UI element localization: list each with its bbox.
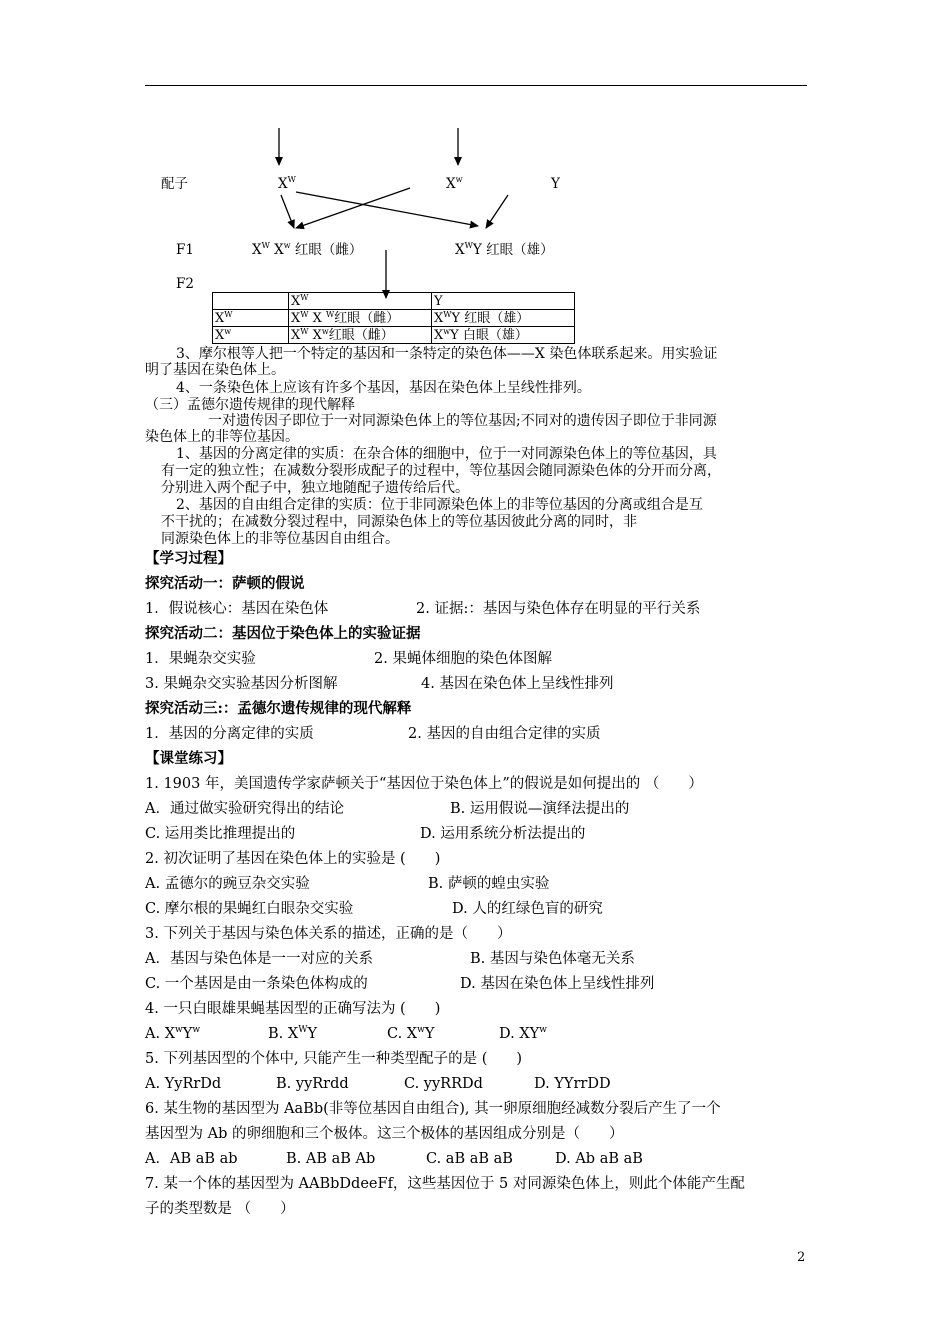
table-cell: $X^wY$ 白眼（雄） <box>432 327 575 344</box>
f1-male: $X^WY$ 红眼（雄） <box>455 241 554 258</box>
activity-1-item-2: 2. 证据:：基因与染色体存在明显的平行关系 <box>416 601 701 617</box>
gamete-xw: $X^W$ <box>278 175 296 192</box>
arrow-xw-to-f1-female <box>281 195 294 228</box>
question-2: 2. 初次证明了基因在染色体上的实验是 ( ) <box>145 851 441 867</box>
arrow-xr-to-f1-female <box>296 188 410 228</box>
option-3b: B. 基因与染色体毫无关系 <box>470 951 635 967</box>
learning-process-heading: 【学习过程】 <box>145 550 232 567</box>
question-3-options-row2 <box>145 975 655 993</box>
activity-3-item-1: 1．基因的分离定律的实质 <box>145 726 314 742</box>
option-3c: C. 一个基因是由一条染色体构成的 <box>145 976 368 992</box>
section-modern-explanation: （三）孟德尔遗传规律的现代解释 <box>145 397 355 413</box>
question-5: 5. 下列基因型的个体中, 只能产生一种类型配子的是 ( ) <box>145 1051 523 1067</box>
gamete-y: Y <box>551 176 560 192</box>
f1-label: F1 <box>176 242 194 258</box>
option-5b: B. yyRrdd <box>276 1076 349 1092</box>
table-row <box>213 310 575 327</box>
note-s3-p2-line1: 2、基因的自由组合定律的实质：位于非同源染色体上的非等位基因的分离或组合是互 <box>176 497 703 513</box>
activity-1-title: 探究活动一：萨顿的假说 <box>145 575 305 592</box>
activity-2-item-1: 1．果蝇杂交实验 <box>145 651 256 667</box>
question-6-options <box>145 1150 643 1168</box>
activity-2-item-4: 4. 基因在染色体上呈线性排列 <box>421 676 614 692</box>
note-s3-p2-line3: 同源染色体上的非等位基因自由组合。 <box>161 531 399 547</box>
question-6-line2: 基因型为 Ab 的卵细胞和三个极体。这三个极体的基因组成分别是（ ） <box>145 1126 624 1142</box>
option-5a: A. YyRrDd <box>145 1076 222 1092</box>
activity-2-items-row2 <box>145 675 614 693</box>
activity-3-item-2: 2. 基因的自由组合定律的实质 <box>408 726 601 742</box>
note-s3-intro-line1: 一对遗传因子即位于一对同源染色体上的等位基因;不同对的遗传因子即位于非同源 <box>208 413 717 429</box>
option-6c: C. aB aB aB <box>426 1151 513 1167</box>
activity-2-item-3: 3. 果蝇杂交实验基因分析图解 <box>145 676 338 692</box>
activity-2-items-row1 <box>145 650 552 668</box>
question-7-line2: 子的类型数是 （ ） <box>145 1201 295 1217</box>
option-2a: A. 孟德尔的豌豆杂交实验 <box>145 876 310 892</box>
practice-heading: 【课堂练习】 <box>145 750 232 767</box>
question-4-options <box>145 1025 547 1043</box>
table-cell: $X^W$ <box>213 310 289 327</box>
option-3d: D. 基因在染色体上呈线性排列 <box>460 976 655 992</box>
note-s3-intro-line2: 染色体上的非等位基因。 <box>145 429 299 445</box>
option-4b: B. $X^WY$ <box>268 1025 318 1042</box>
table-cell: $X^W$ <box>289 293 432 310</box>
table-cell <box>213 293 289 310</box>
table-row <box>213 327 575 344</box>
option-4a: A. $X^wY^w$ <box>145 1025 201 1042</box>
page-number: 2 <box>797 1250 806 1265</box>
question-5-options <box>145 1075 611 1093</box>
activity-3-items <box>145 725 601 743</box>
activity-2-item-2: 2. 果蝇体细胞的染色体图解 <box>374 651 552 667</box>
option-6a: A．AB aB ab <box>145 1151 238 1167</box>
note-s3-p1-line2: 有一定的独立性；在减数分裂形成配子的过程中，等位基因会随同源染色体的分开而分离， <box>161 463 721 479</box>
question-3: 3. 下列关于基因与染色体关系的描述，正确的是（ ） <box>145 926 512 942</box>
activity-1-items <box>145 600 701 618</box>
table-row <box>213 293 575 310</box>
activity-3-title: 探究活动三:：孟德尔遗传规律的现代解释 <box>145 700 412 717</box>
activity-2-title: 探究活动二：基因位于染色体上的实验证据 <box>145 625 421 642</box>
option-2c: C. 摩尔根的果蝇红白眼杂交实验 <box>145 901 354 917</box>
option-5c: C. yyRRDd <box>404 1076 483 1092</box>
table-cell: $X^w$ <box>213 327 289 344</box>
option-3a: A．基因与染色体是一一对应的关系 <box>145 951 373 967</box>
option-4d: D. $XY^w$ <box>499 1025 547 1042</box>
question-6-line1: 6. 某生物的基因型为 AaBb(非等位基因自由组合), 其一卵原细胞经减数分裂后产生了一个 <box>145 1101 721 1117</box>
activity-1-item-1: 1．假说核心：基因在染色体 <box>145 601 329 617</box>
option-1c: C. 运用类比推理提出的 <box>145 826 296 842</box>
option-5d: D. YYrrDD <box>534 1076 611 1092</box>
arrow-y-to-f1-male <box>486 195 508 228</box>
note-p3-line2: 明了基因在染色体上。 <box>145 362 285 378</box>
question-2-options-row1 <box>145 875 550 893</box>
question-1-options-row2 <box>145 825 586 843</box>
note-s3-p1-line1: 1、基因的分离定律的实质：在杂合体的细胞中，位于一对同源染色体上的等位基因，具 <box>176 446 717 462</box>
note-s3-p2-line2: 不干扰的；在减数分裂过程中，同源染色体上的等位基因彼此分离的同时，非 <box>161 514 637 530</box>
option-2d: D. 人的红绿色盲的研究 <box>452 901 603 917</box>
option-6b: B. AB aB Ab <box>286 1151 376 1167</box>
table-cell: $X^WY$ 红眼（雄） <box>432 310 575 327</box>
option-4c: C. $X^wY$ <box>387 1025 435 1042</box>
question-1: 1. 1903 年，美国遗传学家萨顿关于“基因位于染色体上”的假说是如何提出的 （ ） <box>145 776 703 792</box>
gamete-xr: $X^w$ <box>446 175 463 192</box>
table-cell: $X^W$ $X^w$红眼（雌） <box>289 327 432 344</box>
option-2b: B. 萨顿的蝗虫实验 <box>428 876 550 892</box>
table-cell: $X^W$ X $^W$红眼（雌） <box>289 310 432 327</box>
question-4: 4. 一只白眼雄果蝇基因型的正确写法为 ( ) <box>145 1001 441 1017</box>
f2-label: F2 <box>176 276 194 292</box>
question-1-options-row1 <box>145 800 630 818</box>
question-3-options-row1 <box>145 950 635 968</box>
option-1b: B. 运用假说—演绎法提出的 <box>450 801 630 817</box>
note-s3-p1-line3: 分别进入两个配子中，独立地随配子遗传给后代。 <box>161 480 469 496</box>
option-1d: D. 运用系统分析法提出的 <box>420 826 586 842</box>
arrow-xw-to-f1-male <box>296 192 478 226</box>
option-6d: D. Ab aB aB <box>555 1151 643 1167</box>
question-2-options-row2 <box>145 900 603 918</box>
f2-punnett-table <box>212 292 575 344</box>
gamete-label: 配子 <box>161 176 188 192</box>
option-1a: A．通过做实验研究得出的结论 <box>145 801 344 817</box>
note-p4: 4、一条染色体上应该有许多个基因，基因在染色体上呈线性排列。 <box>176 380 591 396</box>
table-cell: Y <box>432 293 575 310</box>
note-p3-line1: 3、摩尔根等人把一个特定的基因和一条特定的染色体——X 染色体联系起来。用实验证 <box>176 346 718 362</box>
f1-female: $X^W$ $X^w$ 红眼（雌） <box>252 241 363 258</box>
question-7-line1: 7. 某一个体的基因型为 AABbDdeeFf，这些基因位于 5 对同源染色体上，则此个体能产生配 <box>145 1176 745 1192</box>
